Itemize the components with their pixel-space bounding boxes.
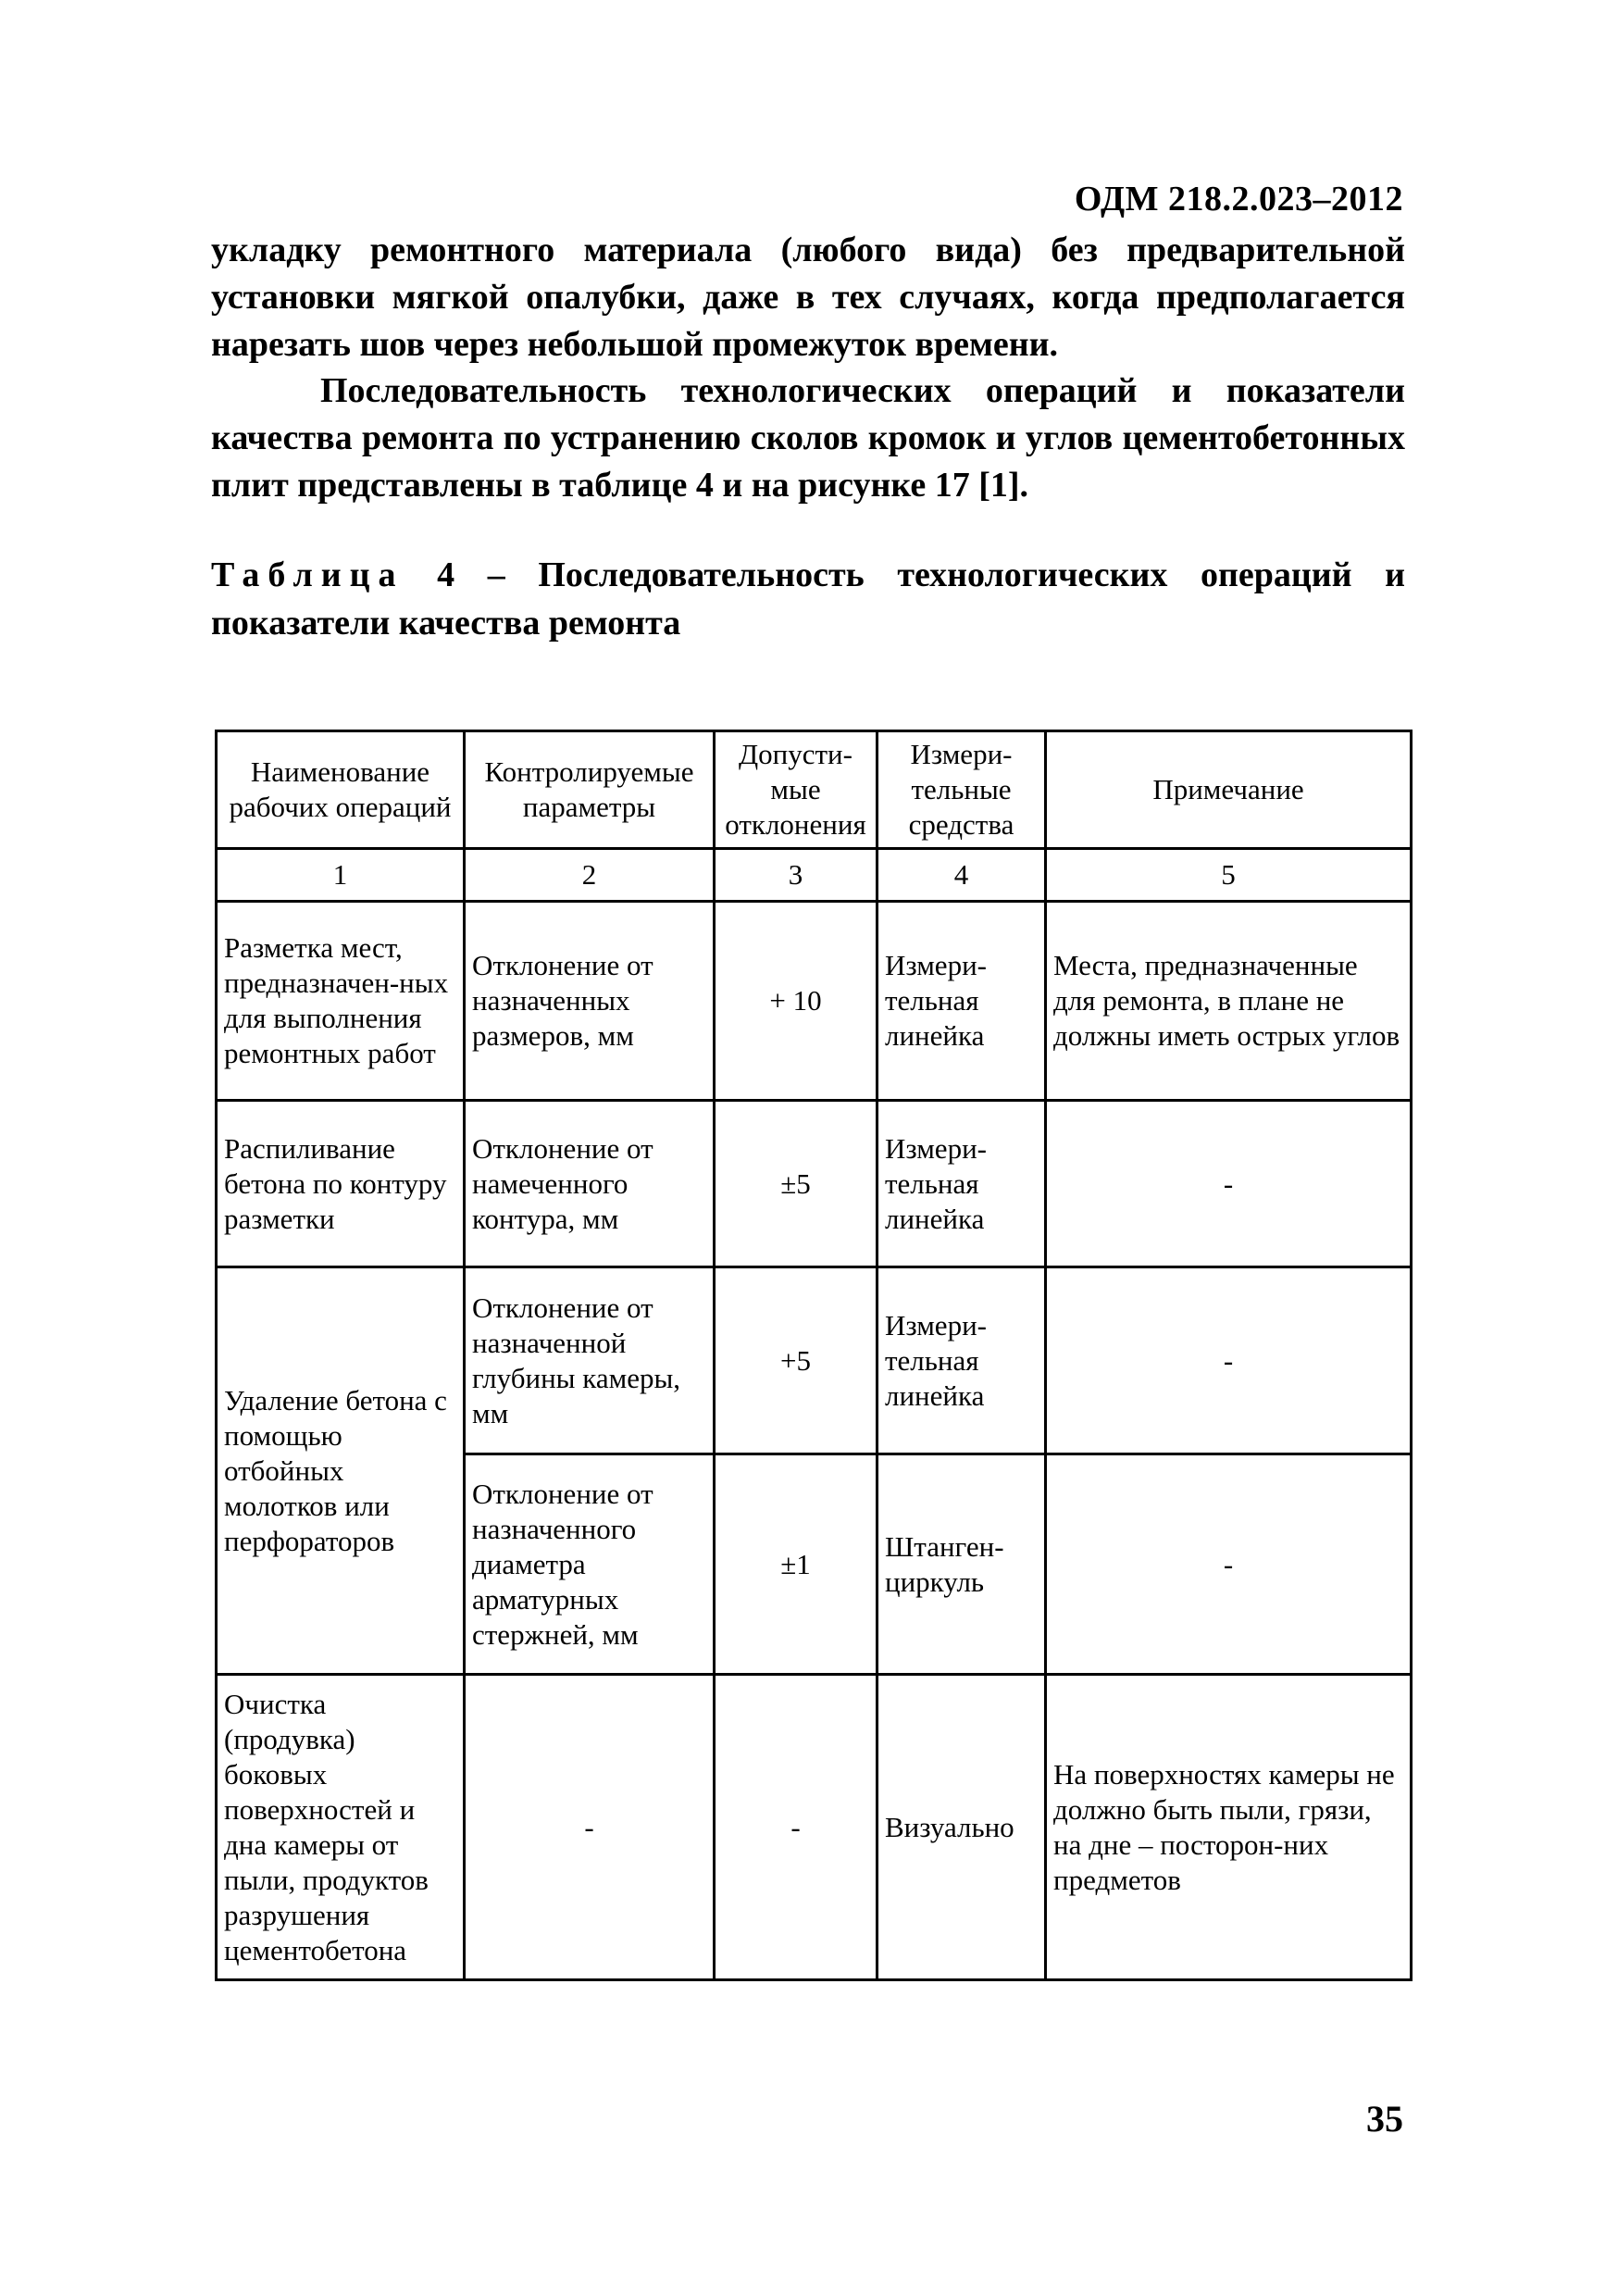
instrument-cell: Измери-тельная линейка xyxy=(877,902,1046,1101)
operations-table xyxy=(215,730,1413,1981)
operation-cell: Разметка мест, предназначен-ных для выполнения ремонтных работ xyxy=(217,902,465,1101)
parameter-cell: Отклонение от назначенных размеров, мм xyxy=(465,902,715,1101)
column-number: 4 xyxy=(877,849,1046,902)
caption-label: Таблица xyxy=(211,555,404,594)
table-row xyxy=(217,1267,1412,1454)
instrument-cell: Измери-тельная линейка xyxy=(877,1101,1046,1267)
paragraph-sequence: Последовательность технологических операций и показатели качества ремонта по устранению сколов кромок и углов цементобетонных плит представлены в таблице 4 и на рисунке 17 [1]. xyxy=(211,371,1405,505)
document-code: ОДМ 218.2.023–2012 xyxy=(1074,180,1403,218)
table-caption xyxy=(211,551,1405,647)
note-cell: Места, предназначенные для ремонта, в плане не должны иметь острых углов xyxy=(1046,902,1412,1101)
header-parameters: Контролируемые параметры xyxy=(465,731,715,849)
table-header-row xyxy=(217,731,1412,849)
header-instruments: Измери-тельные средства xyxy=(877,731,1046,849)
column-number: 3 xyxy=(715,849,877,902)
header-note: Примечание xyxy=(1046,731,1412,849)
note-cell: - xyxy=(1046,1101,1412,1267)
tolerance-cell: ±1 xyxy=(715,1454,877,1675)
column-number: 2 xyxy=(465,849,715,902)
header-tolerance: Допусти-мые отклонения xyxy=(715,731,877,849)
column-number: 5 xyxy=(1046,849,1412,902)
caption-title-line2: показатели качества ремонта xyxy=(211,604,681,643)
parameter-cell: Отклонение от назначенной глубины камеры, мм xyxy=(465,1267,715,1454)
paragraph-continuation: укладку ремонтного материала (любого вида) без предварительной установки мягкой опалубки, даже в тех случаях, когда предполагается нарезать шов через небольшой промежуток времени. xyxy=(211,231,1405,364)
caption-number: 4 xyxy=(437,555,455,594)
table-row xyxy=(217,1101,1412,1267)
parameter-cell: Отклонение от намеченного контура, мм xyxy=(465,1101,715,1267)
operation-cell: Удаление бетона с помощью отбойных молотков или перфораторов xyxy=(217,1267,465,1675)
instrument-cell: Штанген-циркуль xyxy=(877,1454,1046,1675)
table-row xyxy=(217,902,1412,1101)
tolerance-cell: ±5 xyxy=(715,1101,877,1267)
page-number: 35 xyxy=(1366,2098,1403,2140)
note-cell: На поверхностях камеры не должно быть пыли, грязи, на дне – посторон-них предметов xyxy=(1046,1675,1412,1980)
note-cell: - xyxy=(1046,1454,1412,1675)
operation-cell: Очистка (продувка) боковых поверхностей и дна камеры от пыли, продуктов разрушения цементобетона xyxy=(217,1675,465,1980)
parameter-cell: - xyxy=(465,1675,715,1980)
tolerance-cell: +5 xyxy=(715,1267,877,1454)
table-row xyxy=(217,1675,1412,1980)
note-cell: - xyxy=(1046,1267,1412,1454)
instrument-cell: Измери-тельная линейка xyxy=(877,1267,1046,1454)
instrument-cell: Визуально xyxy=(877,1675,1046,1980)
table-column-numbers-row xyxy=(217,849,1412,902)
caption-title-line1: – Последовательность технологических операций и xyxy=(487,555,1406,594)
tolerance-cell: - xyxy=(715,1675,877,1980)
column-number: 1 xyxy=(217,849,465,902)
header-operations: Наименование рабочих операций xyxy=(217,731,465,849)
operation-cell: Распиливание бетона по контуру разметки xyxy=(217,1101,465,1267)
tolerance-cell: + 10 xyxy=(715,902,877,1101)
parameter-cell: Отклонение от назначенного диаметра арматурных стержней, мм xyxy=(465,1454,715,1675)
